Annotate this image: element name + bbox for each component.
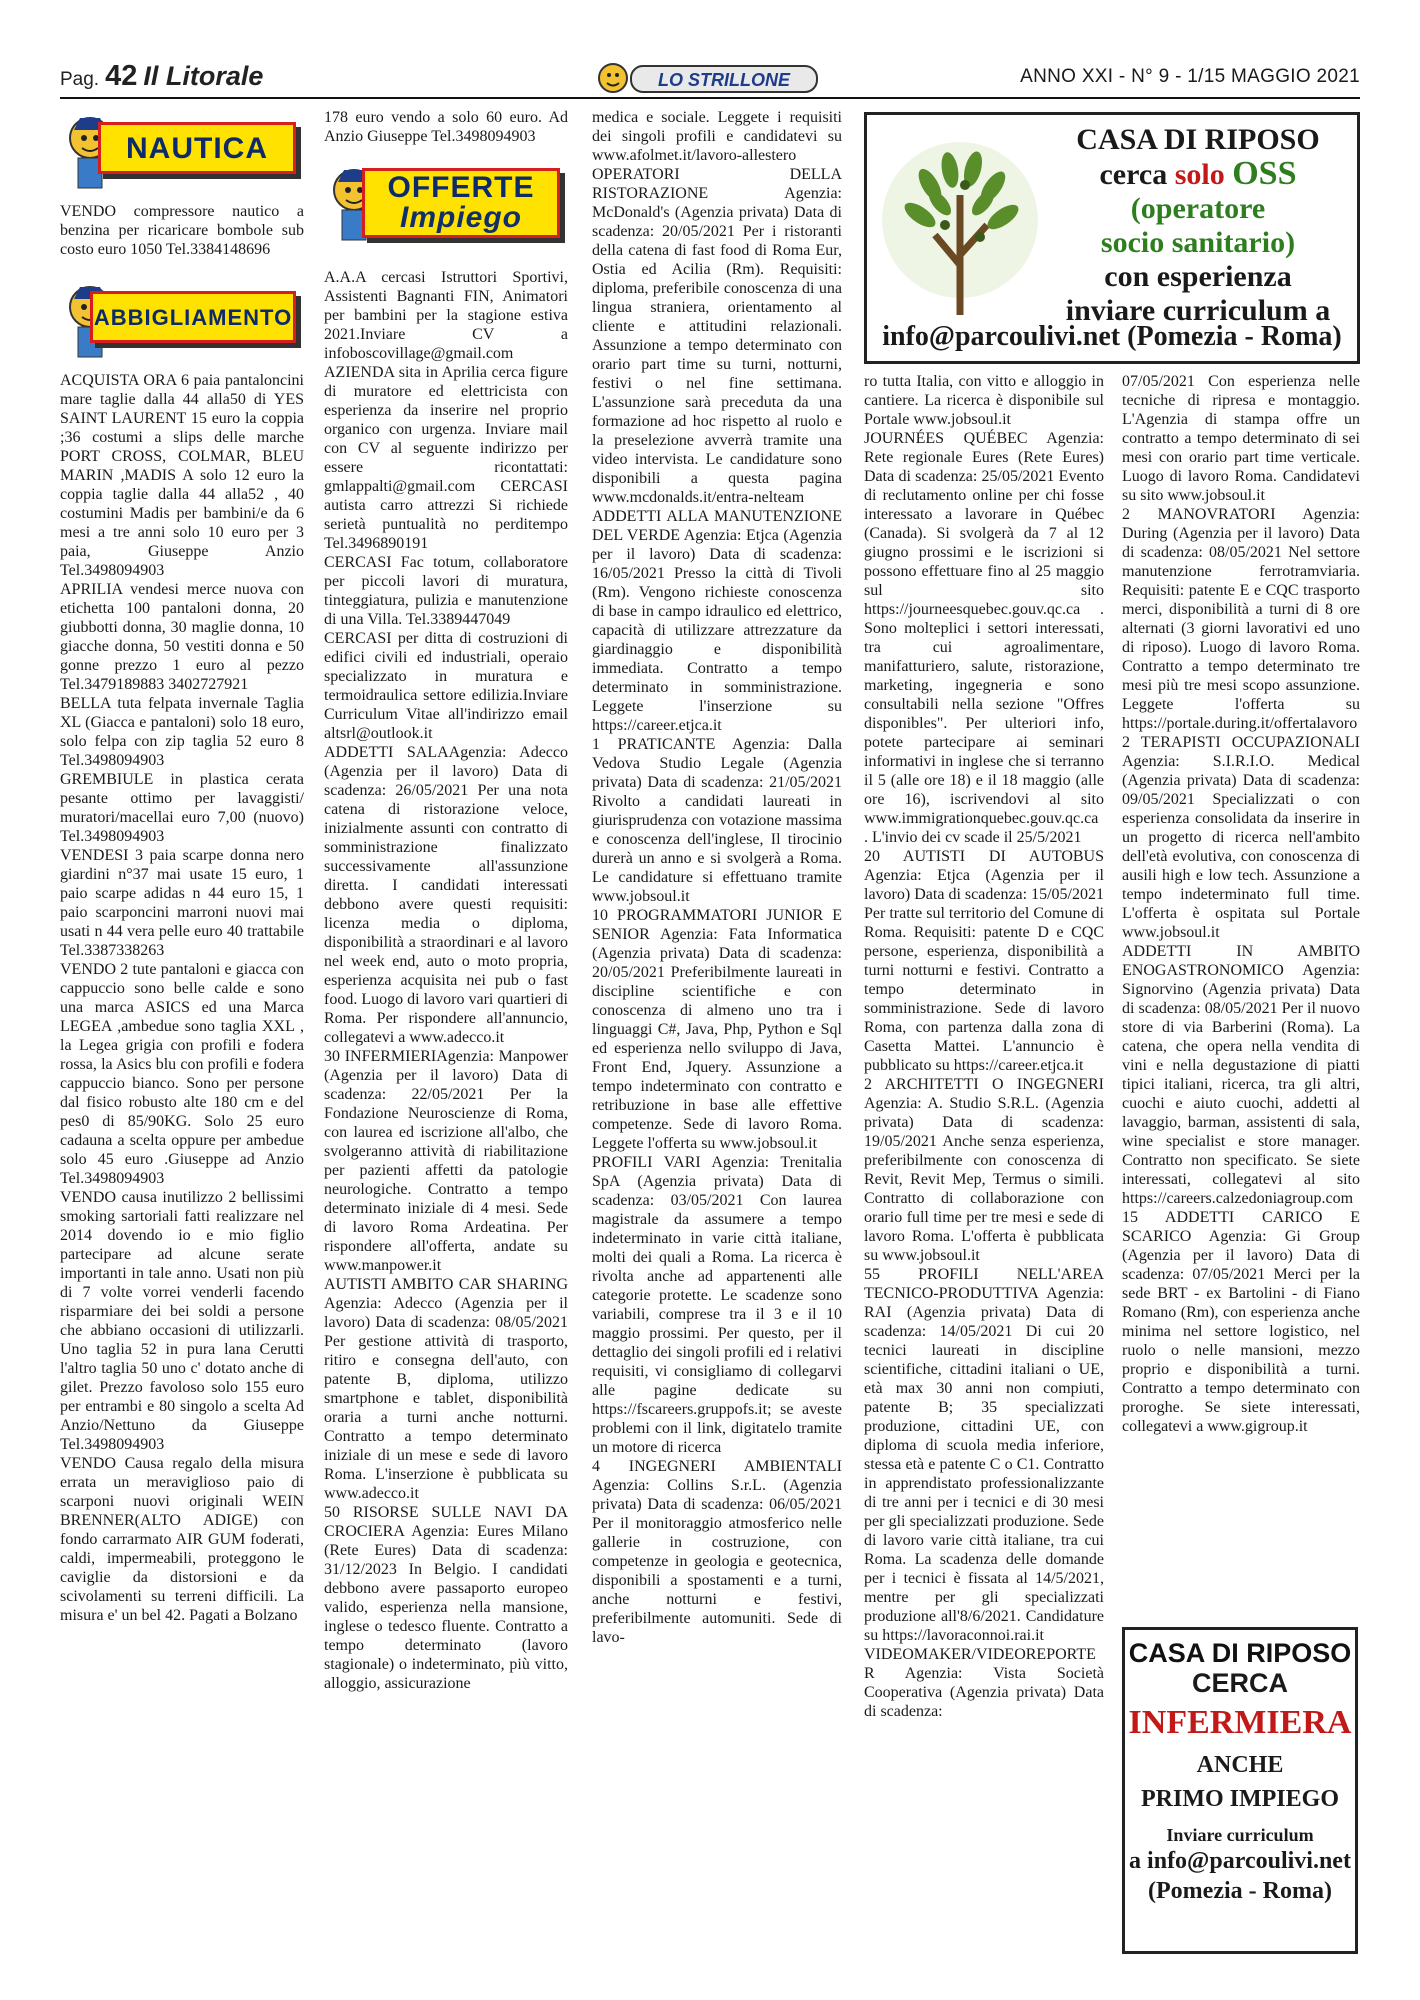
job-col3-3: 1 PRATICANTE Agenzia: Dalla Vedova Studio Legale (Agenzia privata) Data di scadenza: 21/05/2021 Rivolto a candidati laureati in giurisprudenza con votazione massima e conoscenza dell'inglese, Il tirocinio durerà un anno e si svolgerà a Roma. Le candidature si effettuano tramite www.jobsoul.it bbox=[592, 736, 842, 905]
ad-abbigliamento-0: ACQUISTA ORA 6 paia pantaloncini mare taglie dalla 44 alla50 di YES SAINT LAURENT 15 euro la coppia ;36 costumi a slips delle marche PORT CROSS, COLMAR, BLEU MARIN ,MADIS A solo 12 euro la coppia taglie dalla 44 alla52 , 40 costumini Madis per bambini/e da 6 mesi a tre anni solo 10 euro per 3 paia, Giuseppe Anzio Tel.3498094903 bbox=[60, 372, 304, 579]
job-col4-1: JOURNÉES QUÉBEC Agenzia: Rete regionale Eures (Rete Eures) Data di scadenza: 25/05/2021 Evento di reclutamento online per chi fosse interessato a lavorare in Québec (Canada). Si svolgerà da 7 al 12 giugno prossimi e le iscrizioni si possono effettuare fino al 25 maggio sul sito https://journeesquebec.gouv.qc.ca . Sono molteplici i settori interessati, tra cui agroalimentare, manifatturiero, salute, ristorazione, marketing, ingegneria e sono consultabili nella sezione "Offres disponibles". Per ulteriori info, potete partecipare ai seminari informativi in inglese che si terranno il 5 (alle ore 18) e il 18 maggio (alle ore 16), iscrivendovi al sito www.immigrationquebec.gouv.qc.ca . L'invio dei cv scade il 25/5/2021 bbox=[864, 430, 1104, 846]
job-col5-0: 07/05/2021 Con esperienza nelle tecniche di ripresa e montaggio. L'Agenzia di stampa offre un contratto a tempo determinato di sei mesi con orario part time verticale. Luogo di lavoro Roma. Candidatevi su sito www.jobsoul.it bbox=[1122, 373, 1360, 504]
page-number: 42 bbox=[105, 60, 138, 92]
ad-bottom-l1: CASA DI RIPOSO bbox=[1128, 1638, 1352, 1668]
job-col4-2: 20 AUTISTI DI AUTOBUS Agenzia: Etjca (Agenzia per il lavoro) Data di scadenza: 15/05/2021 Per tratte sul territorio del Comune di Roma. Requisiti: patente D e CQC persone, esperienza, disponibilità a turni notturni e festivi. Contratto a tempo determinato in somministrazione. Sede di lavoro Roma, con partenza dalla zona di Casetta Mattei. L'annuncio è pubblicato su https://career.etjca.it bbox=[864, 848, 1104, 1074]
ad-casa-riposo-oss bbox=[864, 112, 1360, 364]
logo-text: LO STRILLONE bbox=[658, 70, 790, 90]
publication-name: Il Litorale bbox=[143, 61, 264, 91]
ad-top-place: (Pomezia - Roma) bbox=[1127, 321, 1342, 352]
ad-bottom-l2: CERCA bbox=[1191, 1668, 1288, 1698]
job-col4-0: ro tutta Italia, con vitto e alloggio in cantiere. La ricerca è disponibile sul Portale www.jobsoul.it bbox=[864, 373, 1104, 428]
ad-bottom-l8: (Pomezia - Roma) bbox=[1148, 1878, 1332, 1904]
column-4 bbox=[864, 372, 1104, 1968]
job-col5-3: ADDETTI IN AMBITO ENOGASTRONOMICO Agenzia: Signorvino (Agenzia privata) Data di scadenza: 08/05/2021 Per il nuovo store di via Barberini (Roma). La catena, che opera nella vendita di vini e nella degustazione di piatti tipici italiani, ricerca, tra gli altri, cuochi e aiuto cuochi, addetti al lavaggio, barman, assistenti di sala, wine specialist e store manager. Contratto non specificato. Se siete interessati, collegatevi al sito https://careers.calzedoniagroup.com bbox=[1122, 943, 1360, 1207]
ad-nautica-0: VENDO compressore nautico a benzina per ricaricare bombole sub costo euro 1050 Tel.3384148696 bbox=[60, 203, 304, 258]
ad-top-line1: CASA DI RIPOSO bbox=[1076, 123, 1320, 156]
offerte-line-2: Impiego bbox=[399, 201, 522, 234]
job-col3-2: ADDETTI ALLA MANUTENZIONE DEL VERDE Agenzia: Etjca (Agenzia per il lavoro) Data di scadenza: 16/05/2021 Presso la città di Tivoli (Rm). Vengono richieste conoscenza di base in campo idraulico ed elettrico, capacità di utilizzare attrezzature da giardinaggio e disponibilità immediata. Contratto a tempo determinato in somministrazione. Leggete l'inserzione su https://career.etjca.it bbox=[592, 508, 842, 734]
job-col5-2: 2 TERAPISTI OCCUPAZIONALI Agenzia: S.I.R.I.O. Medical (Agenzia privata) Data di scadenza: 09/05/2021 Specializzati o con esperienza consolidata da inserire in un progetto di ricerca nell'ambito dell'età evolutiva, con conoscenza di ausili high e low tech. Assunzione a tempo indeterminato full time. L'offerta è ospitata sul Portale www.jobsoul.it bbox=[1122, 734, 1360, 941]
section-badge-nautica bbox=[60, 108, 304, 194]
ad-col2-top-0: 178 euro vendo a solo 60 euro. Ad Anzio Giuseppe Tel.3498094903 bbox=[324, 109, 568, 145]
column-2 bbox=[324, 108, 568, 1968]
ad-abbigliamento-4: VENDESI 3 paia scarpe donna nero giardini n°37 mai usate 15 euro, 1 paio scarpe adidas n 44 euro 15, 1 paio scarponcini marroni nuovi mai usati n 44 vera pelle euro 40 trattabile Tel.3387338263 bbox=[60, 847, 304, 959]
ad-offerte-3: CERCASI per ditta di costruzioni di edifici civili ed industriali, operaio specializzato in muratura e termoidraulica settore edilizia.Inviare Curriculum Vitae all'indirizzo email altsrl@outlook.it bbox=[324, 630, 568, 742]
ad-offerte-4: ADDETTI SALAAgenzia: Adecco (Agenzia per il lavoro) Data di scadenza: 26/05/2021 Per una nota catena di ristorazione veloce, inizialmente assunti con contratto di somministrazione finalizzato successivamente all'assunzione diretta. I candidati interessati debbono avere questi requisiti: licenza media o diploma, disponibilità a straordinari e al lavoro nel week end, auto o moto propria, esperienza acquisita nei pub o fast food. Luogo di lavoro vari quartieri di Roma. Per rispondere all'annuncio, collegatevi a www.adecco.it bbox=[324, 744, 568, 1046]
ad-top-solo: solo bbox=[1174, 158, 1225, 191]
job-col3-0: medica e sociale. Leggete i requisiti dei singoli profili e candidatevi su www.afolmet.it/lavoro-allestero bbox=[592, 109, 842, 164]
ad-abbigliamento-3: GREMBIULE in plastica cerata pesante ottimo per lavaggisti/ muratori/macellai euro 7,00 (nuovo) Tel.3498094903 bbox=[60, 771, 304, 845]
job-col3-5: PROFILI VARI Agenzia: Trenitalia SpA (Agenzia privata) Data di scadenza: 03/05/2021 Con laurea magistrale da assumere a tempo indeterminato in varie città italiane, molti dei quali a Roma. La ricerca è rivolta anche ad appartenenti alle categorie protette. Le scadenze sono variabili, comprese tra il 3 e il 10 maggio prossimi. Per questo, per il dettaglio dei singoli profili ed i relativi requisiti, vi consigliamo di collegarvi alle pagine dedicate su https://fscareers.gruppofs.it; se aveste problemi con il link, digitatelo tramite un motore di ricerca bbox=[592, 1154, 842, 1456]
offerte-line-1: OFFERTE bbox=[387, 171, 535, 204]
ad-bottom-l4: ANCHE bbox=[1196, 1752, 1284, 1778]
section-badge-offerte bbox=[324, 160, 568, 260]
ad-offerte-6: AUTISTI AMBITO CAR SHARING Agenzia: Adecco (Agenzia per il lavoro) Data di scadenza: 08/05/2021 Per gestione attività di trasporto, ritiro e consegna dell'auto, con patente B, diploma, utilizzo smartphone e tablet, disponibilità oraria a turni anche notturni. Contratto a tempo determinato iniziale di un mese e sede di lavoro Roma. L'inserzione è pubblicata su www.adecco.it bbox=[324, 1276, 568, 1502]
column-5 bbox=[1122, 372, 1360, 1618]
column-3 bbox=[592, 108, 842, 1968]
job-col3-1: OPERATORI DELLA RISTORAZIONE Agenzia: McDonald's (Agenzia privata) Data di scadenza: 20/05/2021 Per i ristoranti della catena di fast food di Roma Eur, Ostia ed Acilia (Rm). Requisiti: diploma, preferibile conoscenza di una lingua straniera, orientamento al cliente e attitudini relazionali. Assunzione a tempo determinato con orario part time su turni, notturni, festivi o nel fine settimana. L'assunzione sarà preceduta da una formazione ad hoc rispetto al ruolo e la preselezione avverrà tramite una video intervista. Le candidature sono disponibili a questa pagina www.mcdonalds.it/entra-nelteam bbox=[592, 166, 842, 506]
job-col3-4: 10 PROGRAMMATORI JUNIOR E SENIOR Agenzia: Fata Informatica (Agenzia privata) Data di scadenza: 20/05/2021 Preferibilmente laureati in discipline scientifiche e con conoscenza di almeno uno tra i linguaggi C#, Java, Php, Python e Sql ed esperienza nello sviluppo di Java, Front End, Jquery. Assunzione a tempo indeterminato con contratto e retribuzione in base alle effettive competenze. Sede di lavoro Roma. Leggete l'offerta su www.jobsoul.it bbox=[592, 907, 842, 1152]
ad-top-line5: con esperienza bbox=[1104, 260, 1292, 293]
ad-bottom-l5: PRIMO IMPIEGO bbox=[1141, 1786, 1339, 1812]
lo-strillone-logo bbox=[595, 58, 823, 98]
section-title-abbigliamento: ABBIGLIAMENTO bbox=[90, 291, 296, 343]
section-title-offerte bbox=[362, 168, 560, 238]
page-label: Pag. bbox=[60, 69, 100, 90]
ad-top-cerca: cerca bbox=[1099, 158, 1168, 191]
ad-top-line4: socio sanitario) bbox=[1100, 226, 1296, 259]
job-col5-4: 15 ADDETTI CARICO E SCARICO Agenzia: Gi Group (Agenzia per il lavoro) Data di scadenza: 07/05/2021 Merci per la sede BRT - ex Bartolini - di Fiano Romano (Rm), con esperienza anche minima nel settore logistico, nel ruolo o nelle mansioni, mezzo proprio e disponibilità a turni. Contratto a tempo determinato con proroghe. Se siete interessati, collegatevi a www.gigroup.it bbox=[1122, 1209, 1360, 1435]
olive-tree-icon bbox=[875, 125, 1045, 325]
ad-abbigliamento-7: VENDO Causa regalo della misura errata un meraviglioso paio di scarponi nuovi originali WEIN BRENNER(ALTO ADIGE) con fondo carrarmato AIR GUM foderati, caldi, impermeabili, proteggono le caviglie da distorsioni e da scivolamenti su terreni difficili. La misura e' un bel 42. Pagati a Bolzano bbox=[60, 1455, 304, 1624]
ad-offerte-7: 50 RISORSE SULLE NAVI DA CROCIERA Agenzia: Eures Milano (Rete Eures) Data di scadenza: 31/12/2023 In Belgio. I candidati debbono avere passaporto europeo valido, esperienza nella mansione, inglese o tedesco fluente. Contratto a tempo determinato (lavoro stagionale) o indeterminato, più vitto, alloggio, assicurazione bbox=[324, 1504, 568, 1692]
ad-bottom-l6: Inviare curriculum bbox=[1166, 1825, 1314, 1845]
ad-bottom-l7: a info@parcoulivi.net bbox=[1129, 1848, 1351, 1874]
column-1 bbox=[60, 108, 304, 1968]
page-header-left bbox=[60, 60, 263, 98]
section-badge-abbigliamento bbox=[60, 277, 304, 363]
ad-top-contact bbox=[875, 321, 1349, 353]
issue-info: ANNO XXI - N° 9 - 1/15 MAGGIO 2021 bbox=[1020, 66, 1360, 87]
job-col4-5: VIDEOMAKER/VIDEOREPORTER Agenzia: Vista Società Cooperativa (Agenzia privata) Data di scadenza: bbox=[864, 1646, 1104, 1720]
ad-abbigliamento-1: APRILIA vendesi merce nuova con etichetta 100 pantaloni donna, 20 giubbotti donna, 30 maglie donna, 10 giacche donna, 50 vestiti donna e 50 gonne prezzo 1 euro al pezzo Tel.3479189883 3402727921 bbox=[60, 581, 304, 693]
job-col3-6: 4 INGEGNERI AMBIENTALI Agenzia: Collins S.r.L. (Agenzia privata) Data di scadenza: 06/05/2021 Per il monitoraggio atmosferico nelle gallerie in costruzione, con competenze in geologia e geotecnica, disponibili a spostamenti e a turni, anche notturni e festivi, preferibilmente automuniti. Sede di lavo- bbox=[592, 1458, 842, 1646]
job-col5-1: 2 MANOVRATORI Agenzia: During (Agenzia per il lavoro) Data di scadenza: 08/05/2021 Nel settore manutenzione ferrotramviaria. Requisiti: patente E e CQC trasporto merci, disponibilità a turni di 8 ore alternati (3 giorni lavorativi ed uno di riposo). Luogo di lavoro Roma. Contratto a tempo determinato tre mesi più tre mesi scopo assunzione. Leggete l'offerta su https://portale.during.it/offertalavoro bbox=[1122, 506, 1360, 732]
ad-abbigliamento-5: VENDO 2 tute pantaloni e giacca con cappuccio sono belle calde e sono una marca ASICS ed una Marca LEGEA ,ambedue sono taglia XXL , la Legea grigia con profili e fodera rossa, la Asics blu con profili e fodera cappuccio bianco. Sono per persone dal fisico robusto alte 180 cm e del pes0 di 85/90KG. Solo 25 euro cadauna a scelta oppure per ambedue solo 45 euro .Giuseppe ad Anzio Tel.3498094903 bbox=[60, 961, 304, 1187]
ad-top-oss: OSS bbox=[1232, 155, 1297, 192]
ad-top-email: info@parcoulivi.net bbox=[882, 321, 1121, 352]
ad-top-line6: inviare curriculum a bbox=[1065, 294, 1331, 327]
ad-offerte-2: CERCASI Fac totum, collaboratore per piccoli lavori di muratura, tinteggiatura, pulizia e manutenzione di una Villa. Tel.3389447049 bbox=[324, 554, 568, 628]
section-title-nautica: NAUTICA bbox=[98, 122, 296, 174]
job-col4-4: 55 PROFILI NELL'AREA TECNICO-PRODUTTIVA Agenzia: RAI (Agenzia privata) Data di scadenza: 14/05/2021 Di cui 20 tecnici laureati in discipline scientifiche, cittadini italiani o UE, età max 30 anni non compiuti, patente B; 35 specializzati produzione, cittadini UE, con diploma di scuola media inferiore, stessa età e patente C o C1. Contratto in apprendistato professionalizzante di tre anni per i tecnici e di 30 mesi per gli specializzati produzione. Sede di lavoro varie città italiane, tra cui Roma. La scadenza delle domande per i tecnici è fissata al 14/5/2021, mentre per gli specializzati produzione all'8/6/2021. Candidature su https://lavoraconnoi.rai.it bbox=[864, 1266, 1104, 1644]
job-col4-3: 2 ARCHITETTI O INGEGNERI Agenzia: A. Studio S.R.L. (Agenzia privata) Data di scadenza: 19/05/2021 Anche senza esperienza, preferibilmente con conoscenza di Revit, Revit Mep, Termus o simili. Contratto di collaborazione con orario full time per tre mesi e sede di lavoro Roma. L'offerta è pubblicata su www.jobsoul.it bbox=[864, 1076, 1104, 1264]
ad-casa-riposo-infermiera bbox=[1122, 1627, 1358, 1954]
ad-bottom-l3: INFERMIERA bbox=[1128, 1704, 1352, 1741]
ad-abbigliamento-6: VENDO causa inutilizzo 2 bellissimi smoking sartoriali fatti realizzare nel 2014 dovendo io e mio figlio partecipare ad alcune serate importanti in tale anno. Usati non più di 7 volte vorrei venderli facendo risparmiare dei bei soldi a persone che abbiano occasioni di utilizzarli. Uno taglia 52 in pura lana Cerutti l'altro taglia 50 uno c' dotato anche di gilet. Prezzo favoloso solo 155 euro per entrambi e 80 singolo a scelta Ad Anzio/Nettuno da Giuseppe Tel.3498094903 bbox=[60, 1189, 304, 1453]
ad-offerte-1: AZIENDA sita in Aprilia cerca figure di muratore ed elettricista con esperienza da inserire nel proprio organico con urgenza. Inviare mail con CV al seguente indirizzo per essere ricontattati: gmlappalti@gmail.com CERCASI autista carro attrezzi Si richiede serietà puntualità no perditempo Tel.3496890191 bbox=[324, 364, 568, 552]
ad-offerte-5: 30 INFERMIERIAgenzia: Manpower (Agenzia per il lavoro) Data di scadenza: 22/05/2021 Per la Fondazione Neuroscienze di Roma, con laurea ed iscrizione all'albo, che svolgeranno attività di riabilitazione per pazienti affetti da patologie neurologiche. Contratto a tempo determinato iniziale di 4 mesi. Sede di lavoro Roma Ardeatina. Per rispondere all'offerta, andate su www.manpower.it bbox=[324, 1048, 568, 1274]
ad-abbigliamento-2: BELLA tuta felpata invernale Taglia XL (Giacca e pantaloni) solo 18 euro, solo felpa con zip taglia 52 euro 8 Tel.3498094903 bbox=[60, 695, 304, 769]
header-rule bbox=[60, 97, 1360, 99]
ad-top-line3: (operatore bbox=[1130, 192, 1266, 225]
ad-offerte-0: A.A.A cercasi Istruttori Sportivi, Assistenti Bagnanti FIN, Animatori per bambini per la stagione estiva 2021.Inviare CV a infoboscovillage@gmail.com bbox=[324, 269, 568, 362]
ad-top-text bbox=[1047, 123, 1349, 328]
